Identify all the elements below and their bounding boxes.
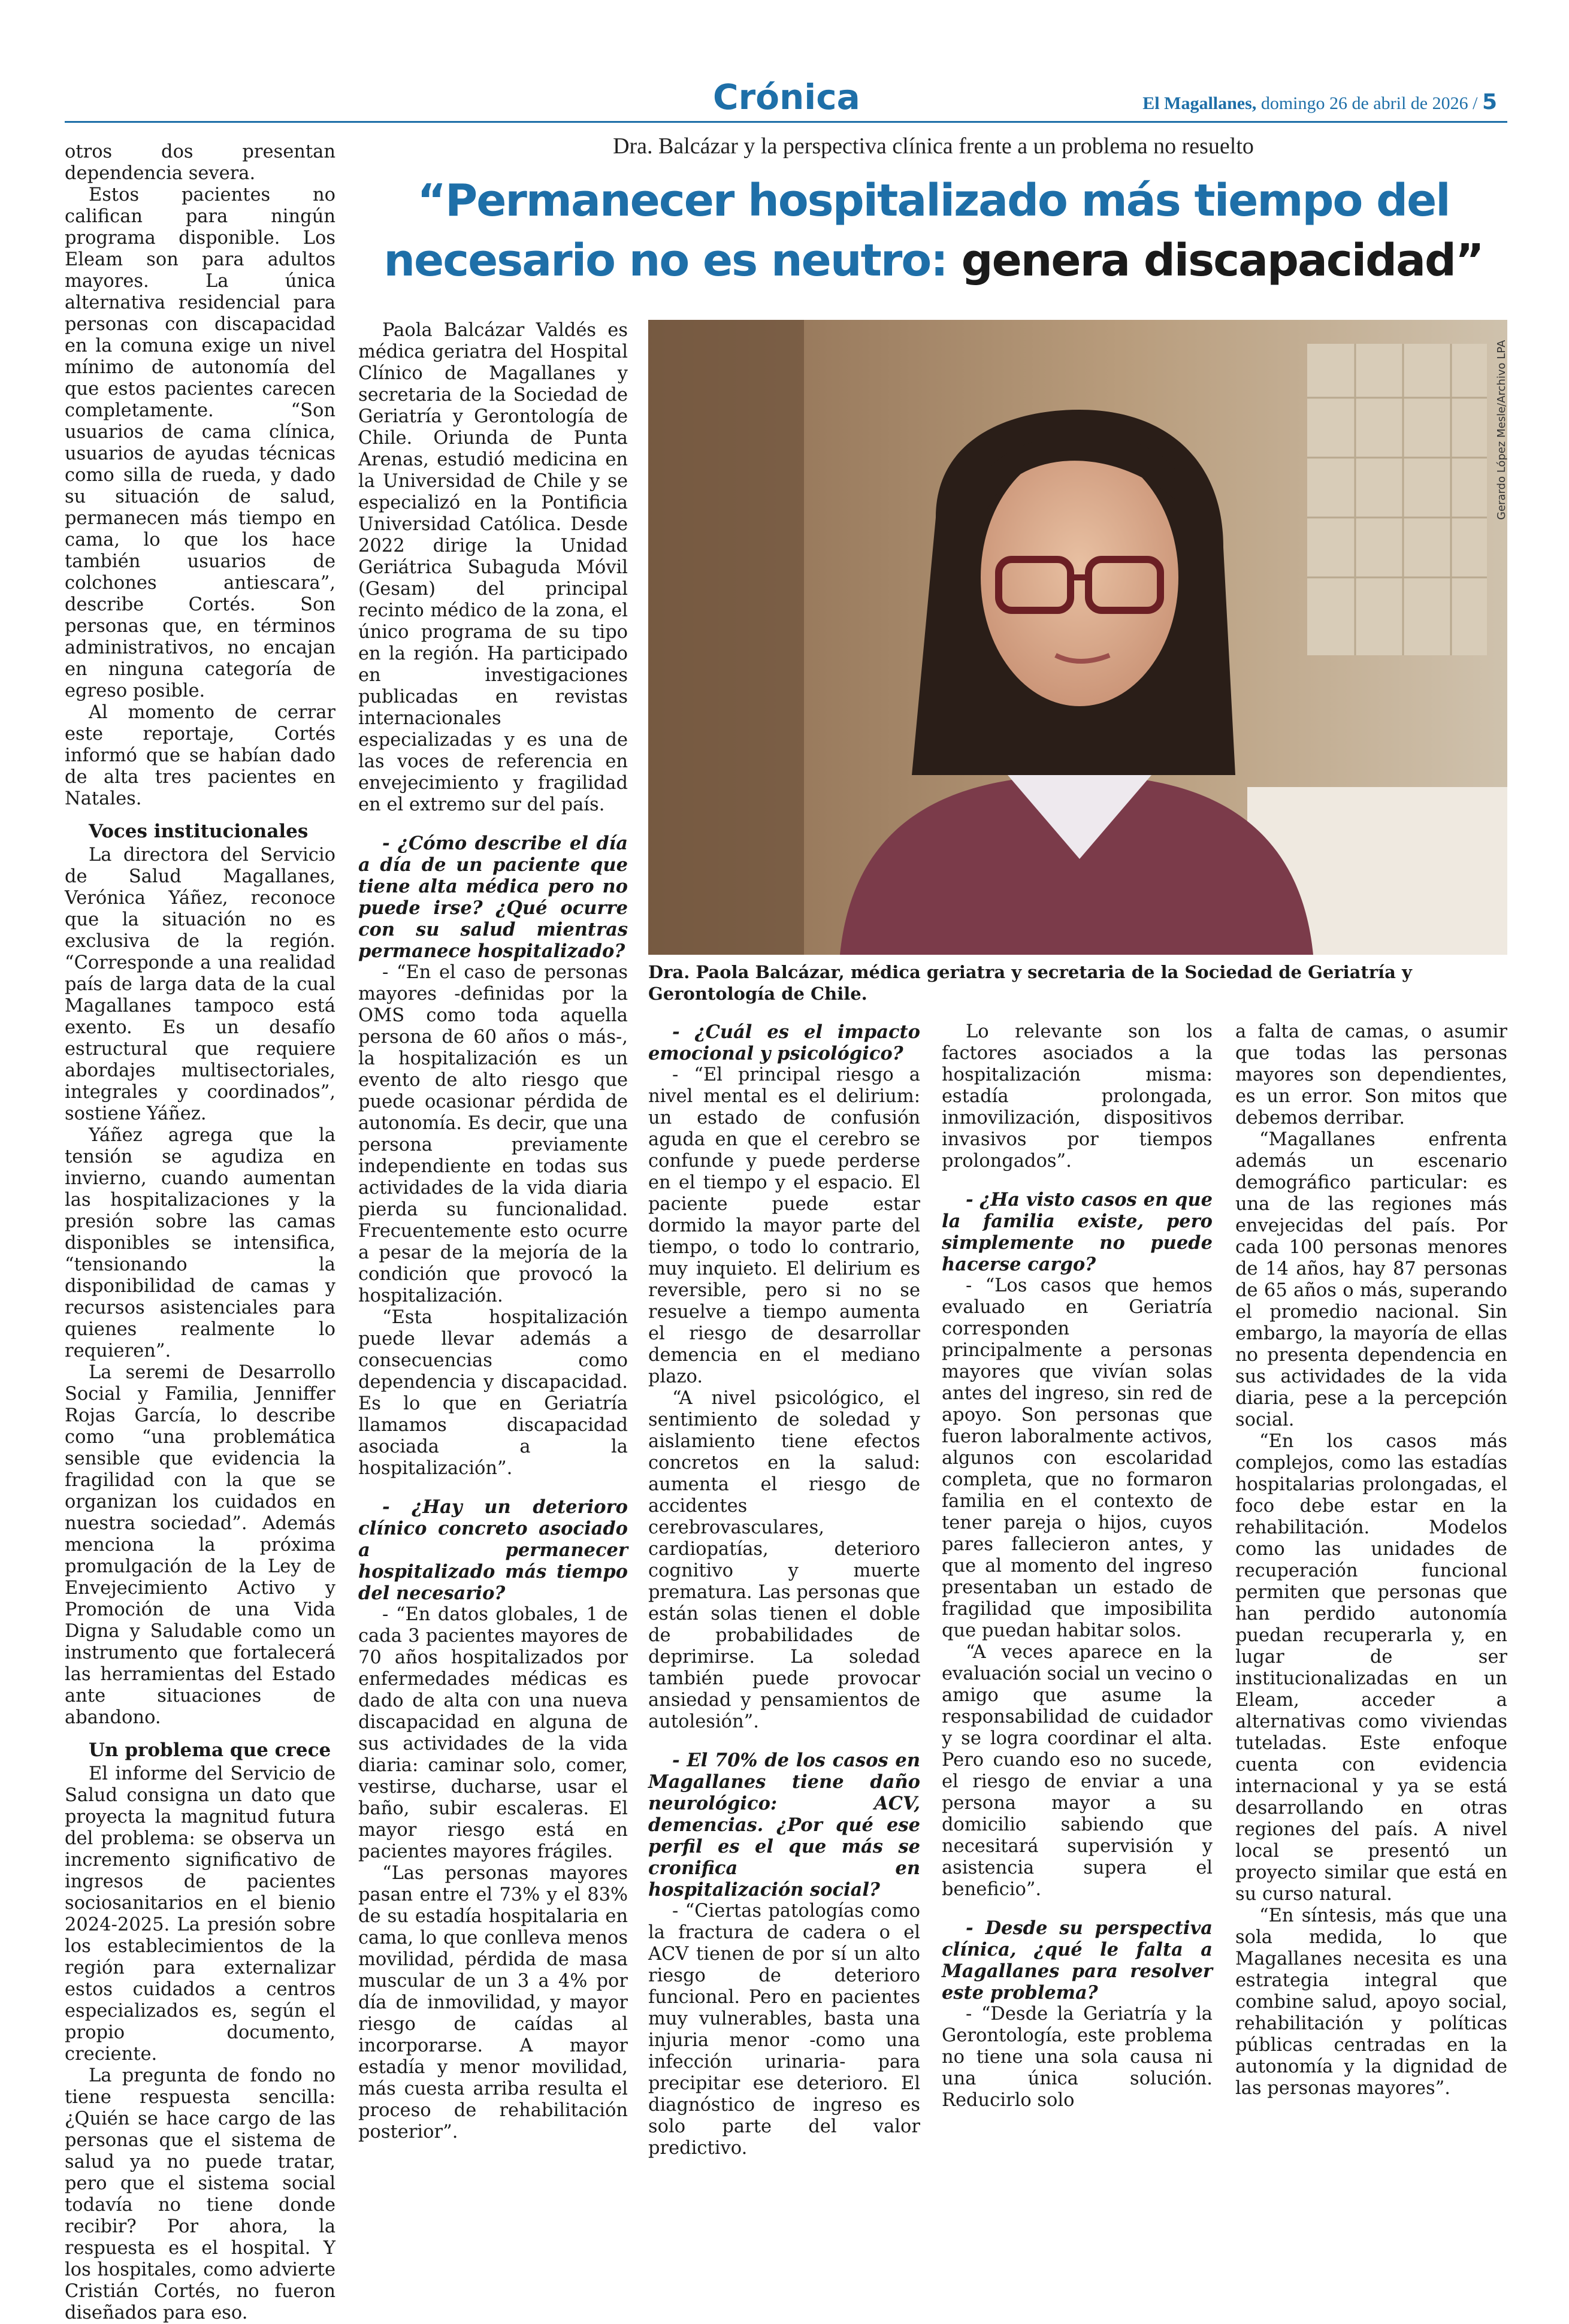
interview-question: - ¿Cómo describe el día a día de un paciente que tiene alta médica pero no puede irse? ¿Qué ocurre con su salud mientras permanece hospitalizado? <box>358 833 628 962</box>
interview-question: - El 70% de los casos en Magallanes tiene daño neurológico: ACV, demencias. ¿Por qué ese perfil es el que más se cronifica en hospitalización social? <box>648 1750 920 1901</box>
issue-date: domingo 26 de abril de 2026 <box>1260 93 1468 113</box>
article-kicker: Dra. Balcázar y la perspectiva clínica frente a un problema no resuelto <box>613 134 1254 159</box>
paragraph: Lo relevante son los factores asociados a la hospitalización misma: estadía prolongada, inmovilización, dispositivos invasivos por tiempos prolongados”. <box>942 1021 1213 1172</box>
paragraph: Yáñez agrega que la tensión se agudiza en invierno, cuando aumentan las hospitalizaciones y la presión sobre las camas disponibles se intensifica, “tensionando la disponibilidad de camas y recursos asistenciales para quienes realmente lo requieren”. <box>65 1125 335 1361</box>
header-rule <box>65 121 1507 123</box>
interview-question: - ¿Hay un deterioro clínico concreto asociado a permanecer hospitalizado más tiempo del necesario? <box>358 1496 628 1604</box>
paragraph: - “El principal riesgo a nivel mental es el delirium: un estado de confusión aguda en que el cerebro se confunde y puede perderse en el tiempo y el espacio. El paciente puede estar dormido la mayor parte del tiempo, o todo lo contrario, muy inquieto. El delirium es reversible, pero si no se resuelve a tiempo aumenta el riesgo de desarrollar demencia en el mediano plazo. <box>648 1064 920 1387</box>
paragraph: - “Los casos que hemos evaluado en Geriatría corresponden principalmente a personas mayores que vivían solas antes del ingreso, sin red de apoyo. Son personas que fueron laboralmente activos, algunos con escolaridad completa, que no formaron familia en el contexto de tener pareja o hijos, cuyos pares fallecieron antes, y que al momento del ingreso presentaban un estado de fragilidad que imposibilita que puedan habitar solos. <box>942 1275 1213 1641</box>
section-title: Crónica <box>713 77 860 117</box>
paragraph: - “En datos globales, 1 de cada 3 pacientes mayores de 70 años hospitalizados por enfermedades médicas es dado de alta con una nueva discapacidad en alguna de sus actividades de la vida diaria: caminar solo, comer, vestirse, ducharse, usar el baño, subir escaleras. El mayor riesgo está en pacientes mayores frágiles. <box>358 1604 628 1862</box>
headline-line-2 <box>359 231 1507 290</box>
portrait-illustration <box>648 320 1507 955</box>
headline-blue-part: necesario no es neutro: <box>383 235 947 286</box>
paragraph: otros dos presentan dependencia severa. <box>65 141 335 184</box>
page-number: 5 <box>1482 90 1497 114</box>
photo-caption: Dra. Paola Balcázar, médica geriatra y secretaria de la Sociedad de Geriatría y Gerontología de Chile. <box>648 962 1412 1004</box>
paragraph: Paola Balcázar Valdés es médica geriatra del Hospital Clínico de Magallanes y secretaria de la Sociedad de Geriatría y Gerontología de Chile. Oriunda de Punta Arenas, estudió medicina en la Universidad de Chile y se especializó en la Pontificia Universidad Católica. Desde 2022 dirige la Unidad Geriátrica Subaguda Móvil (Gesam) del principal recinto médico de la zona, el único programa de su tipo en la región. Ha participado en investigaciones publicadas en revistas internacionales especializadas y es una de las voces de referencia en envejecimiento y fragilidad en el extremo sur del país. <box>358 320 628 815</box>
paragraph: - “Ciertas patologías como la fractura de cadera o el ACV tienen de por sí un alto riesgo de deterioro funcional. Pero en pacientes muy vulnerables, basta una injuria menor -como una infección urinaria- para precipitar ese deterioro. El diagnóstico de ingreso es solo parte del valor predictivo. <box>648 1901 920 2159</box>
headline-dark-part: genera discapacidad” <box>961 235 1483 286</box>
masthead-separator: / <box>1473 93 1478 113</box>
column-3 <box>648 1021 920 2159</box>
paragraph: “A veces aparece en la evaluación social un vecino o amigo que asume la responsabilidad de cuidador y se logra coordinar el alta. Pero cuando eso no sucede, el riesgo de enviar a una persona mayor a su domicilio sabiendo que necesitará supervisión y asistencia supera el beneficio”. <box>942 1642 1213 1900</box>
paragraph: El informe del Servicio de Salud consigna un dato que proyecta la magnitud futura del problema: se observa un incremento significativo de ingresos de pacientes sociosanitarios en el bienio 2024-2025. La presión sobre los establecimientos de la región para externalizar estos cuidados a centros especializados es, según el propio documento, creciente. <box>65 1763 335 2065</box>
paragraph: “Las personas mayores pasan entre el 73% y el 83% de su estadía hospitalaria en cama, lo que conlleva menos movilidad, pérdida de masa muscular de un 3 a 4% por día de inmovilidad, y mayor riesgo de caídas al incorporarse. A mayor estadía y menor movilidad, más cuesta arriba resulta el proceso de rehabilitación posterior”. <box>358 1863 628 2143</box>
paragraph: La pregunta de fondo no tiene respuesta sencilla: ¿Quién se hace cargo de las personas que el sistema de salud ya no puede tratar, pero que el sistema social todavía no tiene donde recibir? Por ahora, la respuesta es el hospital. Y los hospitales, como advierte Cristián Cortés, no fueron diseñados para eso. <box>65 2065 335 2323</box>
column-5 <box>1235 1021 1507 2099</box>
paragraph: “Magallanes enfrenta además un escenario demográfico particular: es una de las regiones más envejecidas del país. Por cada 100 personas menores de 14 años, hay 87 personas de 65 años o más, superando el promedio nacional. Sin embargo, la mayoría de ellas no presenta dependencia en sus actividades de la vida diaria, pese a la percepción social. <box>1235 1129 1507 1430</box>
column-4 <box>942 1021 1213 2111</box>
paragraph: Estos pacientes no califican para ningún programa disponible. Los Eleam son para adultos mayores. La única alternativa residencial para personas con discapacidad en la comuna exige un nivel mínimo de autonomía del que estos pacientes carecen completamente. “Son usuarios de cama clínica, usuarios de ayudas técnicas como silla de rueda, y dado su situación de salud, permanecen más tiempo en cama, lo que los hace también usuarios de colchones antiescara”, describe Cortés. Son personas que, en términos administrativos, no encajan en ninguna categoría de egreso posible. <box>65 184 335 701</box>
subheading-voces: Voces institucionales <box>89 821 309 842</box>
interview-question: - Desde su perspectiva clínica, ¿qué le falta a Magallanes para resolver este problema? <box>942 1917 1213 2004</box>
paragraph: La seremi de Desarrollo Social y Familia, Jenniffer Rojas García, lo describe como “una problemática sensible que evidencia la fragilidad con la que se organizan los cuidados en nuestra sociedad”. Además menciona la próxima promulgación de la Ley de Envejecimiento Activo y Promoción de una Vida Digna y Saludable como un instrumento que fortalecerá las herramientas del Estado ante situaciones de abandono. <box>65 1362 335 1728</box>
paragraph: Al momento de cerrar este reportaje, Cortés informó que se habían dado de alta tres pacientes en Natales. <box>65 702 335 809</box>
photo-credit <box>1492 329 1516 521</box>
subheading-problema: Un problema que crece <box>89 1739 331 1761</box>
column-1 <box>65 141 335 2324</box>
column-2 <box>358 320 628 2143</box>
masthead <box>1142 90 1497 114</box>
interview-question: - ¿Cuál es el impacto emocional y psicológico? <box>648 1021 920 1064</box>
paragraph: “En los casos más complejos, como las estadías hospitalarias prolongadas, el foco debe estar en la rehabilitación. Modelos como las unidades de recuperación funcional permiten que personas que han perdido autonomía puedan recuperarla y, en lugar de ser institucionalizadas en un Eleam, acceder a alternativas como viviendas tuteladas. Este enfoque cuenta con evidencia internacional y ya se está desarrollando en otras regiones del país. A nivel local se presentó un proyecto similar que está en su curso natural. <box>1235 1431 1507 1905</box>
article-headline <box>359 171 1507 290</box>
interview-question: - ¿Ha visto casos en que la familia existe, pero simplemente no puede hacerse cargo? <box>942 1189 1213 1275</box>
photo-credit-text: Gerardo López Mesle/Archivo LPA <box>1495 340 1508 520</box>
paragraph: La directora del Servicio de Salud Magallanes, Verónica Yáñez, reconoce que la situación no es exclusiva de la región. “Corresponde a una realidad país de larga data de la cual Magallanes tampoco está exento. Es un desafío estructural que requiere abordajes multisectoriales, integrales y coordinados”, sostiene Yáñez. <box>65 845 335 1124</box>
paragraph: “Esta hospitalización puede llevar además a consecuencias como dependencia y discapacidad. Es lo que en Geriatría llamamos discapacidad asociada a la hospitalización”. <box>358 1307 628 1479</box>
paragraph: “A nivel psicológico, el sentimiento de soledad y aislamiento tiene efectos concretos en la salud: aumenta el riesgo de accidentes cerebrovasculares, cardiopatías, deterioro cognitivo y muerte prematura. Las personas que están solas tienen el doble de probabilidades de deprimirse. La soledad también puede provocar ansiedad y pensamientos de autolesión”. <box>648 1388 920 1732</box>
headline-line-1: “Permanecer hospitalizado más tiempo del <box>417 175 1450 226</box>
paragraph: - “Desde la Geriatría y la Gerontología, este problema no tiene una sola causa ni una única solución. Reducirlo solo <box>942 2004 1213 2111</box>
newspaper-name: El Magallanes, <box>1142 93 1257 113</box>
paragraph: a falta de camas, o asumir que todas las personas mayores son dependientes, es un error. Son mitos que debemos derribar. <box>1235 1021 1507 1128</box>
paragraph: - “En el caso de personas mayores -definidas por la OMS como toda aquella persona de 60 años o más-, la hospitalización es un evento de alto riesgo que puede ocasionar pérdida de autonomía. Es decir, que una persona previamente independiente en todas sus actividades de la vida diaria pierda su funcionalidad. Frecuentemente esto ocurre a pesar de la mejoría de la condición que provocó la hospitalización. <box>358 962 628 1306</box>
paragraph: “En síntesis, más que una sola medida, lo que Magallanes necesita es una estrategia integral que combine salud, apoyo social, rehabilitación y políticas públicas centradas en la autonomía y la dignidad de las personas mayores”. <box>1235 1905 1507 2099</box>
portrait-photo <box>648 320 1507 955</box>
